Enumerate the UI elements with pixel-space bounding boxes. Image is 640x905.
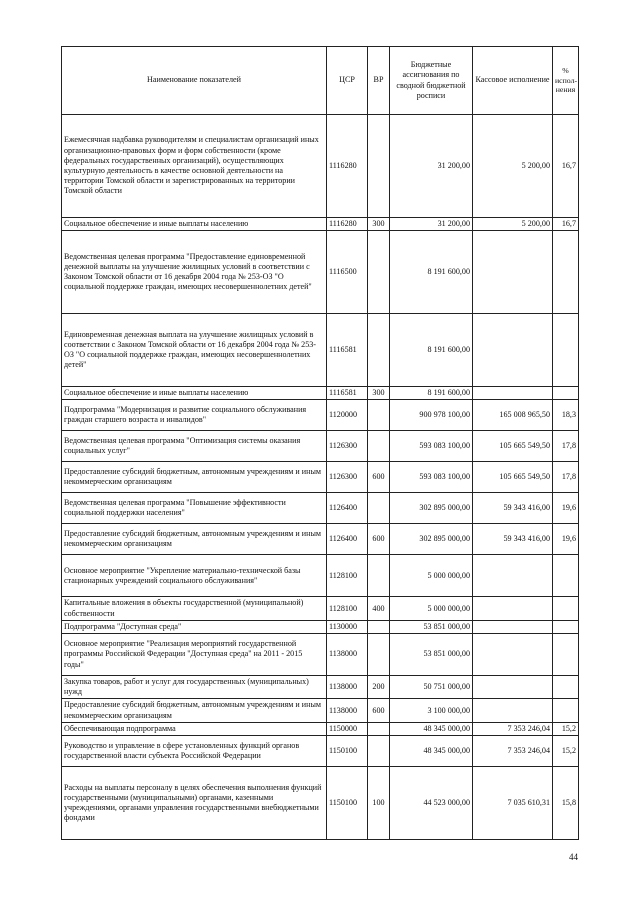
execution-percent-cell: 19,6 [553, 524, 579, 555]
csr-code-cell: 1116581 [327, 314, 368, 387]
csr-code-cell: 1126300 [327, 431, 368, 462]
indicator-name-cell: Подпрограмма "Доступная среда" [62, 620, 327, 633]
table-row [62, 620, 579, 633]
table-row [62, 676, 579, 699]
csr-code-cell: 1126300 [327, 462, 368, 493]
table-row [62, 767, 579, 840]
budget-amount-cell: 593 083 100,00 [390, 462, 473, 493]
budget-amount-cell: 48 345 000,00 [390, 736, 473, 767]
budget-amount-cell: 31 200,00 [390, 218, 473, 231]
budget-amount-cell: 302 895 000,00 [390, 524, 473, 555]
page-number: 44 [569, 852, 578, 862]
vr-code-cell: 600 [368, 462, 390, 493]
vr-code-cell [368, 634, 390, 676]
table-row [62, 634, 579, 676]
table-row [62, 231, 579, 314]
vr-code-cell: 300 [368, 218, 390, 231]
execution-percent-cell: 15,8 [553, 767, 579, 840]
budget-amount-cell: 900 978 100,00 [390, 400, 473, 431]
execution-percent-cell [553, 699, 579, 722]
indicator-name-cell: Предоставление субсидий бюджетным, автономным учреждениям и иным некоммерческим организациям [62, 699, 327, 722]
budget-amount-cell: 50 751 000,00 [390, 676, 473, 699]
budget-amount-cell: 5 000 000,00 [390, 555, 473, 597]
indicator-name-cell: Обеспечивающая подпрограмма [62, 722, 327, 735]
csr-code-cell: 1128100 [327, 597, 368, 620]
indicator-name-cell: Капитальные вложения в объекты государственной (муниципальной) собственности [62, 597, 327, 620]
vr-code-cell [368, 722, 390, 735]
budget-amount-cell: 8 191 600,00 [390, 314, 473, 387]
cash-amount-cell [473, 314, 553, 387]
table-row [62, 400, 579, 431]
cash-amount-cell: 105 665 549,50 [473, 431, 553, 462]
budget-amount-cell: 44 523 000,00 [390, 767, 473, 840]
table-row [62, 524, 579, 555]
csr-code-cell: 1126400 [327, 493, 368, 524]
cash-amount-cell: 7 353 246,04 [473, 736, 553, 767]
header-execution-percent: % испол-нения [553, 47, 579, 115]
cash-amount-cell [473, 597, 553, 620]
vr-code-cell [368, 555, 390, 597]
budget-amount-cell: 5 000 000,00 [390, 597, 473, 620]
vr-code-cell: 600 [368, 699, 390, 722]
header-csr: ЦСР [327, 47, 368, 115]
execution-percent-cell [553, 620, 579, 633]
table-row [62, 314, 579, 387]
indicator-name-cell: Единовременная денежная выплата на улучшение жилищных условий в соответствии с Законом Томской области от 16 декабря 2004 года № 253-ОЗ "О социальной поддержке граждан, имеющих несовершеннолетних детей" [62, 314, 327, 387]
cash-amount-cell: 5 200,00 [473, 218, 553, 231]
csr-code-cell: 1116280 [327, 115, 368, 218]
budget-amount-cell: 593 083 100,00 [390, 431, 473, 462]
csr-code-cell: 1138000 [327, 634, 368, 676]
csr-code-cell: 1138000 [327, 676, 368, 699]
vr-code-cell: 200 [368, 676, 390, 699]
execution-percent-cell [553, 231, 579, 314]
header-budget-allocations: Бюджетные ассигнования по сводной бюджетной росписи [390, 47, 473, 115]
execution-percent-cell: 17,8 [553, 431, 579, 462]
vr-code-cell [368, 400, 390, 431]
cash-amount-cell [473, 620, 553, 633]
execution-percent-cell [553, 597, 579, 620]
execution-percent-cell: 15,2 [553, 722, 579, 735]
cash-amount-cell [473, 676, 553, 699]
table-row [62, 218, 579, 231]
vr-code-cell [368, 620, 390, 633]
table-row [62, 736, 579, 767]
execution-percent-cell: 15,2 [553, 736, 579, 767]
cash-amount-cell [473, 231, 553, 314]
csr-code-cell: 1150100 [327, 767, 368, 840]
table-row [62, 493, 579, 524]
indicator-name-cell: Основное мероприятие "Реализация мероприятий государственной программы Российской Федерации "Доступная среда" на 2011 - 2015 годы" [62, 634, 327, 676]
execution-percent-cell [553, 555, 579, 597]
vr-code-cell: 300 [368, 387, 390, 400]
execution-percent-cell: 17,8 [553, 462, 579, 493]
budget-amount-cell: 48 345 000,00 [390, 722, 473, 735]
table-body [62, 115, 579, 840]
csr-code-cell: 1116581 [327, 387, 368, 400]
indicator-name-cell: Социальное обеспечение и иные выплаты населению [62, 218, 327, 231]
budget-amount-cell: 8 191 600,00 [390, 387, 473, 400]
csr-code-cell: 1120000 [327, 400, 368, 431]
table-row [62, 115, 579, 218]
csr-code-cell: 1150100 [327, 736, 368, 767]
table-header-row [62, 47, 579, 115]
table-row [62, 722, 579, 735]
csr-code-cell: 1150000 [327, 722, 368, 735]
cash-amount-cell [473, 555, 553, 597]
execution-percent-cell: 19,6 [553, 493, 579, 524]
budget-amount-cell: 8 191 600,00 [390, 231, 473, 314]
table-row [62, 555, 579, 597]
vr-code-cell [368, 115, 390, 218]
vr-code-cell [368, 314, 390, 387]
header-vr: ВР [368, 47, 390, 115]
cash-amount-cell: 7 353 246,04 [473, 722, 553, 735]
indicator-name-cell: Расходы на выплаты персоналу в целях обеспечения выполнения функций государственными (муниципальными) органами, казенными учреждениями, органами управления государственными внебюджетными фондами [62, 767, 327, 840]
execution-percent-cell [553, 634, 579, 676]
table-row [62, 431, 579, 462]
execution-percent-cell: 16,7 [553, 218, 579, 231]
vr-code-cell: 600 [368, 524, 390, 555]
cash-amount-cell: 7 035 610,31 [473, 767, 553, 840]
budget-amount-cell: 53 851 000,00 [390, 634, 473, 676]
cash-amount-cell: 5 200,00 [473, 115, 553, 218]
budget-amount-cell: 31 200,00 [390, 115, 473, 218]
csr-code-cell: 1130000 [327, 620, 368, 633]
execution-percent-cell: 16,7 [553, 115, 579, 218]
budget-execution-table [61, 46, 579, 840]
vr-code-cell [368, 231, 390, 314]
table-row [62, 462, 579, 493]
csr-code-cell: 1116500 [327, 231, 368, 314]
indicator-name-cell: Предоставление субсидий бюджетным, автономным учреждениям и иным некоммерческим организациям [62, 462, 327, 493]
indicator-name-cell: Ежемесячная надбавка руководителям и специалистам организаций иных организационно-правовых форм и форм собственности (кроме федеральных государственных организаций), осуществляющих культурную деятельность в качестве основной деятельности на территории Томской области и зарегистрированных на территории Томской области [62, 115, 327, 218]
indicator-name-cell: Закупка товаров, работ и услуг для государственных (муниципальных) нужд [62, 676, 327, 699]
cash-amount-cell: 105 665 549,50 [473, 462, 553, 493]
execution-percent-cell [553, 676, 579, 699]
indicator-name-cell: Ведомственная целевая программа "Предоставление единовременной денежной выплаты на улучшение жилищных условий в соответствии с Законом Томской области от 16 декабря 2004 года № 253-ОЗ "О социальной поддержке граждан, имеющих несовершеннолетних детей" [62, 231, 327, 314]
budget-amount-cell: 3 100 000,00 [390, 699, 473, 722]
vr-code-cell [368, 493, 390, 524]
budget-amount-cell: 53 851 000,00 [390, 620, 473, 633]
indicator-name-cell: Подпрограмма "Модернизация и развитие социального обслуживания граждан старшего возраста и инвалидов" [62, 400, 327, 431]
vr-code-cell: 400 [368, 597, 390, 620]
indicator-name-cell: Предоставление субсидий бюджетным, автономным учреждениям и иным некоммерческим организациям [62, 524, 327, 555]
cash-amount-cell: 59 343 416,00 [473, 493, 553, 524]
cash-amount-cell [473, 634, 553, 676]
csr-code-cell: 1128100 [327, 555, 368, 597]
indicator-name-cell: Основное мероприятие "Укрепление материально-технической базы стационарных учреждений социального обслуживания" [62, 555, 327, 597]
table-row [62, 387, 579, 400]
cash-amount-cell [473, 387, 553, 400]
execution-percent-cell [553, 314, 579, 387]
csr-code-cell: 1138000 [327, 699, 368, 722]
indicator-name-cell: Социальное обеспечение и иные выплаты населению [62, 387, 327, 400]
vr-code-cell [368, 736, 390, 767]
vr-code-cell [368, 431, 390, 462]
indicator-name-cell: Руководство и управление в сфере установленных функций органов государственной власти субъекта Российской Федерации [62, 736, 327, 767]
csr-code-cell: 1116280 [327, 218, 368, 231]
table-row [62, 699, 579, 722]
table-row [62, 597, 579, 620]
indicator-name-cell: Ведомственная целевая программа "Оптимизация системы оказания социальных услуг" [62, 431, 327, 462]
header-indicator-name: Наименование показателей [62, 47, 327, 115]
cash-amount-cell [473, 699, 553, 722]
csr-code-cell: 1126400 [327, 524, 368, 555]
vr-code-cell: 100 [368, 767, 390, 840]
indicator-name-cell: Ведомственная целевая программа "Повышение эффективности социальной поддержки населения" [62, 493, 327, 524]
budget-amount-cell: 302 895 000,00 [390, 493, 473, 524]
execution-percent-cell [553, 387, 579, 400]
execution-percent-cell: 18,3 [553, 400, 579, 431]
cash-amount-cell: 59 343 416,00 [473, 524, 553, 555]
header-cash-execution: Кассовое исполнение [473, 47, 553, 115]
cash-amount-cell: 165 008 965,50 [473, 400, 553, 431]
